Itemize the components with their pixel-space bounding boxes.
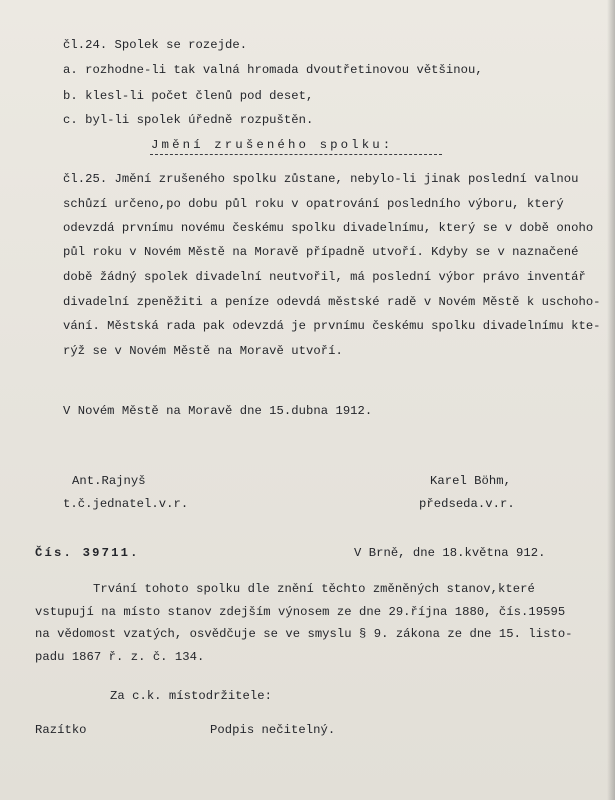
article-24-title: čl.24. Spolek se rozejde.	[63, 38, 248, 52]
article-25-line: době žádný spolek divadelní neutvořil, má poslední výbor právo inventář	[63, 270, 586, 284]
heading-underline	[150, 154, 442, 155]
article-25-line: čl.25. Jmění zrušeného spolku zůstane, nebylo-li jinak poslední valnou	[63, 172, 579, 186]
article-24-item-a: a. rozhodne-li tak valná hromada dvoutřetinovou většinou,	[63, 63, 483, 77]
brno-date: V Brně, dne 18.května 912.	[354, 546, 546, 560]
section-heading: Jmění zrušeného spolku:	[151, 138, 394, 152]
approval-line: padu 1867 ř. z. č. 134.	[35, 650, 205, 664]
stamp-label: Razítko	[35, 723, 87, 737]
article-25-line: schůzí určeno,po dobu půl roku v opatrování posledního výboru, který	[63, 197, 564, 211]
approval-line: Trvání tohoto spolku dle znění těchto změněných stanov,které	[93, 582, 535, 596]
right-signatory-title: předseda.v.r.	[419, 497, 515, 511]
article-24-item-b: b. klesl-li počet členů pod deset,	[63, 89, 314, 103]
article-25-line: rýž se v Novém Městě na Moravě utvoří.	[63, 344, 343, 358]
article-24-item-c: c. byl-li spolek úředně rozpuštěn.	[63, 113, 314, 127]
right-signatory-name: Karel Böhm,	[430, 474, 512, 488]
paper-edge-shadow	[607, 0, 615, 800]
article-25-line: divadelní zpeněžiti a peníze odevdá městské radě v Novém Městě k uschoho-	[63, 295, 601, 309]
approval-line: na vědomost vzatých, osvědčuje se ve smyslu § 9. zákona ze dne 15. listo-	[35, 627, 573, 641]
reference-number: Čís. 39711.	[35, 546, 140, 560]
authority-line: Za c.k. místodržitele:	[110, 689, 273, 703]
left-signatory-title: t.č.jednatel.v.r.	[63, 497, 189, 511]
article-25-line: půl roku v Novém Městě na Moravě případně utvoří. Kdyby se v naznačené	[63, 245, 579, 259]
article-25-line: odevzdá prvnímu novému českému spolku divadelnímu, který se v době onoho	[63, 221, 594, 235]
article-25-line: vání. Městská rada pak odevzdá je prvnímu českému spolku divadelnímu kte-	[63, 319, 601, 333]
approval-line: vstupují na místo stanov zdejším výnosem ze dne 29.října 1880, čís.19595	[35, 605, 566, 619]
signature-note: Podpis nečitelný.	[210, 723, 336, 737]
left-signatory-name: Ant.Rajnyš	[72, 474, 146, 488]
place-and-date: V Novém Městě na Moravě dne 15.dubna 1912.	[63, 404, 373, 418]
